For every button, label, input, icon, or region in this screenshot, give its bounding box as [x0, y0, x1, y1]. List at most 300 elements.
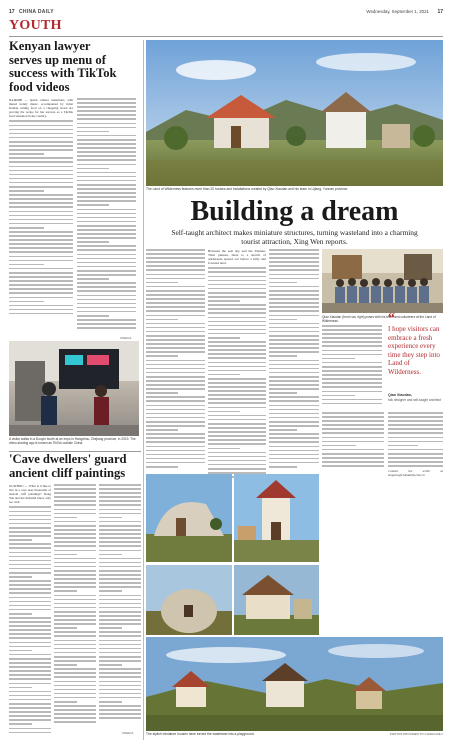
body-text-line [54, 607, 96, 609]
body-text-line [9, 515, 51, 517]
body-text-line [208, 362, 266, 364]
body-text-line [322, 465, 384, 467]
body-text-line [208, 276, 266, 278]
body-text-line [9, 133, 73, 135]
cave-article-col2 [54, 484, 96, 726]
body-text-line [269, 433, 319, 435]
body-text-line [9, 141, 73, 143]
body-text-line [208, 280, 266, 282]
body-text-line [9, 284, 73, 286]
body-text-line [269, 257, 319, 259]
body-text-line [208, 345, 266, 347]
body-text-line [9, 190, 44, 192]
body-text-line [99, 578, 141, 580]
body-text-line [54, 533, 96, 535]
bottom-photo-caption: The stylish miniature houses have turned the wasteland into a playground. [146, 732, 255, 736]
team-photo [322, 249, 443, 313]
body-text-line [146, 372, 205, 374]
body-text-line [146, 253, 205, 255]
body-text-line [208, 394, 266, 396]
body-text-line [146, 396, 205, 398]
body-text-line [54, 529, 96, 531]
body-text-line [77, 233, 136, 235]
body-text-line [99, 574, 141, 576]
body-text-line [9, 568, 51, 570]
body-text-line [9, 305, 73, 307]
body-text-line [9, 194, 73, 196]
body-text-line [208, 431, 266, 433]
body-text-line [54, 685, 96, 687]
body-text-line [146, 302, 205, 304]
body-text-line [269, 269, 319, 271]
body-text-line [146, 306, 205, 308]
body-text-line [77, 278, 109, 280]
body-text-line [208, 452, 266, 454]
body-text-line [99, 492, 141, 494]
body-text-line [9, 625, 51, 627]
body-text-line [208, 374, 240, 376]
body-text-line [9, 166, 73, 168]
body-text-line [9, 523, 51, 525]
body-text-line [99, 599, 141, 601]
body-text-line [208, 411, 240, 413]
body-text-line [9, 633, 51, 635]
body-text-line [208, 460, 266, 462]
body-text-line [322, 374, 382, 376]
body-text-line [99, 623, 141, 625]
body-text-line [322, 329, 382, 331]
body-text-line [146, 294, 205, 296]
body-text-line [77, 225, 136, 227]
body-text-line [146, 446, 205, 448]
body-text-line [99, 517, 122, 519]
body-text-line [9, 174, 73, 176]
body-text-line [99, 525, 141, 527]
section-title: YOUTH [9, 18, 62, 33]
body-text-line [9, 560, 51, 562]
body-text-line [77, 131, 109, 133]
body-text-line [9, 592, 51, 594]
body-text-line [9, 178, 73, 180]
body-text-line [146, 441, 205, 443]
body-text-line [9, 609, 51, 611]
body-text-line [9, 564, 51, 566]
body-text-line [9, 264, 44, 266]
body-text-line [269, 466, 297, 468]
body-text-line [77, 295, 136, 297]
body-text-line [9, 288, 73, 290]
body-text-line [99, 717, 141, 719]
body-text-line [99, 640, 141, 642]
body-text-line [54, 525, 96, 527]
body-text-line [146, 274, 205, 276]
body-text-line [9, 531, 51, 533]
body-text-line [146, 286, 205, 288]
cave-article-col3 [99, 484, 141, 721]
body-text-line [208, 308, 266, 310]
body-text-line [9, 313, 73, 315]
body-text-line [208, 407, 266, 409]
body-text-line [9, 170, 73, 172]
body-text-line [146, 458, 205, 460]
body-text-line [54, 599, 96, 601]
curved-house-illustration [146, 474, 232, 562]
body-text-line [54, 603, 96, 605]
body-text-line [9, 120, 73, 122]
cave-headline: 'Cave dwellers' guard ancient cliff paintings [9, 452, 127, 480]
body-text-line [269, 298, 319, 300]
body-text-line [146, 351, 205, 353]
quote-attribution-role: folk designer and self-taught architect [388, 398, 441, 402]
body-text-line [99, 521, 141, 523]
body-text-line [54, 562, 96, 564]
body-text-line [269, 335, 319, 337]
kenya-article-col2 [77, 98, 136, 331]
body-text-line [54, 595, 96, 597]
body-text-line [388, 428, 443, 430]
body-text-line [146, 257, 205, 259]
body-text-line [269, 405, 319, 407]
body-text-line [322, 333, 382, 335]
body-text-line [322, 461, 384, 463]
body-text-line [322, 457, 384, 459]
body-text-line [269, 417, 319, 419]
body-text-line [208, 448, 240, 450]
body-text-line [77, 147, 136, 149]
body-text-line [9, 695, 51, 697]
body-text-line [9, 703, 51, 705]
body-text-line [208, 353, 266, 355]
body-text-line [322, 395, 355, 397]
body-text-line [322, 325, 382, 327]
body-text-line [146, 315, 205, 317]
body-text-line [9, 511, 51, 513]
body-text-line [146, 364, 205, 366]
body-text-line [269, 413, 319, 415]
body-text-line [9, 506, 51, 508]
body-text-line [269, 319, 297, 321]
body-text-line [269, 454, 319, 456]
body-text-line [322, 345, 382, 347]
body-text-line [77, 323, 136, 325]
body-text-line [99, 697, 141, 699]
body-text-line [146, 392, 178, 394]
body-text-line [9, 691, 51, 693]
body-text-line [9, 301, 44, 303]
body-text-line [54, 590, 77, 592]
body-text-line [269, 462, 319, 464]
body-text-line [146, 368, 205, 370]
body-text-line [388, 432, 443, 434]
body-text-line [54, 709, 96, 711]
body-text-line [388, 416, 443, 418]
body-text-line [99, 570, 141, 572]
body-text-line [208, 271, 266, 273]
body-text-line [146, 355, 178, 357]
body-text-line [77, 143, 136, 145]
body-text-line [9, 157, 73, 159]
body-text-line [269, 392, 297, 394]
body-text-line [77, 135, 136, 137]
body-text-line [99, 635, 141, 637]
body-text-line [77, 258, 136, 260]
main-lead: Between the east sky and the Yunnan-Tibet plateau, there is a stretch of wilderness spread out before a hilly and forested land. [208, 249, 266, 266]
body-text-line [269, 343, 319, 345]
body-text-line [54, 717, 96, 719]
body-text-line [9, 707, 51, 709]
house-photo-1 [146, 474, 232, 562]
body-text-line [99, 631, 141, 633]
main-article-col2 [208, 249, 266, 480]
body-text-line [9, 149, 73, 151]
body-text-line [54, 558, 96, 560]
body-text-line [99, 595, 141, 597]
pull-quote-icon: “ [388, 311, 395, 326]
body-text-line [146, 347, 205, 349]
body-text-line [54, 537, 96, 539]
body-text-line [9, 597, 51, 599]
body-text-line [208, 427, 266, 429]
body-text-line [54, 652, 96, 654]
body-text-line [9, 588, 51, 590]
body-text-line [146, 409, 205, 411]
body-text-line [322, 416, 384, 418]
body-text-line [77, 290, 136, 292]
body-text-line [99, 615, 141, 617]
body-text-line [77, 106, 136, 108]
masthead-rule [9, 36, 443, 37]
body-text-line [77, 102, 136, 104]
body-text-line [146, 327, 205, 329]
cottage-house-illustration [234, 565, 319, 635]
body-text-line [388, 424, 443, 426]
body-text-line [9, 223, 73, 225]
body-text-line [77, 159, 136, 161]
body-text-line [99, 607, 141, 609]
body-text-line [77, 204, 109, 206]
body-text-line [54, 640, 96, 642]
body-text-line [322, 441, 384, 443]
body-text-line [388, 465, 443, 467]
body-text-line [9, 605, 51, 607]
body-text-line [269, 360, 319, 362]
page-number-right: 17 [437, 9, 443, 15]
body-text-line [208, 284, 266, 286]
body-text-line [9, 186, 73, 188]
body-text-line [146, 425, 205, 427]
body-text-line [208, 370, 266, 372]
body-text-line [208, 398, 266, 400]
cave-lead: GUIZHOU — What is it like to live in a cave near thousands of ancient cliff paintings? Dong Yan and her husband know only too well. [9, 484, 51, 505]
body-text-line [77, 270, 136, 272]
body-text-line [9, 145, 73, 147]
body-text-line [54, 681, 96, 683]
body-text-line [269, 351, 319, 353]
body-text-line [9, 280, 73, 282]
miniature-houses-panorama-illustration [146, 637, 443, 731]
body-text-line [146, 249, 205, 251]
house-photo-2 [234, 474, 319, 562]
body-text-line [146, 331, 205, 333]
body-text-line [322, 420, 384, 422]
body-text-line [99, 554, 122, 556]
main-article-col3 [269, 249, 319, 470]
body-text-line [77, 266, 136, 268]
body-text-line [9, 125, 73, 127]
body-text-line [9, 674, 51, 676]
body-text-line [269, 294, 319, 296]
body-text-line [9, 161, 73, 163]
body-text-line [54, 509, 96, 511]
body-text-line [77, 139, 136, 141]
body-text-line [99, 513, 141, 515]
body-text-line [9, 715, 51, 717]
body-text-line [99, 562, 141, 564]
body-text-line [9, 658, 51, 660]
body-text-line [208, 317, 266, 319]
body-text-line [99, 664, 122, 666]
china-daily-logo: CHINA DAILY [19, 9, 54, 15]
body-text-line [99, 676, 141, 678]
body-text-line [146, 376, 205, 378]
body-text-line [77, 172, 136, 174]
column-divider [143, 40, 144, 740]
body-text-line [99, 558, 141, 560]
body-text-line [54, 500, 96, 502]
body-text-line [388, 420, 443, 422]
body-text-line [322, 412, 384, 414]
body-text-line [9, 219, 73, 221]
body-text-line [208, 386, 266, 388]
body-text-line [77, 155, 136, 157]
body-text-line [9, 576, 32, 578]
body-text-line [54, 623, 96, 625]
bottom-wide-photo [146, 637, 443, 731]
body-text-line [269, 384, 319, 386]
body-text-line [9, 728, 51, 730]
body-text-line [77, 237, 136, 239]
body-text-line [77, 241, 109, 243]
body-text-line [322, 399, 382, 401]
body-text-line [99, 619, 141, 621]
douyin-booth-photo [9, 341, 139, 436]
body-text-line [146, 384, 205, 386]
page-number: 17 [9, 9, 15, 15]
body-text-line [99, 509, 141, 511]
body-text-line [9, 272, 73, 274]
body-text-line [99, 496, 141, 498]
body-text-line [9, 182, 73, 184]
body-text-line [54, 570, 96, 572]
body-text-line [54, 648, 96, 650]
body-text-line [388, 437, 443, 439]
body-text-line [54, 554, 77, 556]
body-text-line [9, 276, 73, 278]
body-text-line [9, 572, 51, 574]
body-text-line [9, 650, 32, 652]
body-text-line [146, 437, 205, 439]
main-article-col5 [388, 412, 443, 478]
body-text-line [146, 413, 205, 415]
body-text-line [77, 196, 136, 198]
body-text-line [77, 118, 136, 120]
body-text-line [99, 500, 141, 502]
body-text-line [77, 286, 136, 288]
body-text-line [388, 441, 443, 443]
body-text-line [99, 681, 141, 683]
body-text-line [77, 319, 136, 321]
body-text-line [54, 660, 96, 662]
body-text-line [9, 527, 51, 529]
body-text-line [269, 302, 319, 304]
body-text-line [54, 492, 96, 494]
body-text-line [9, 129, 73, 131]
douyin-booth-illustration [9, 341, 139, 436]
body-text-line [99, 529, 141, 531]
masthead [9, 8, 443, 18]
body-text-line [9, 292, 73, 294]
body-text-line [77, 282, 136, 284]
body-text-line [77, 262, 136, 264]
body-text-line [54, 513, 96, 515]
body-text-line [146, 282, 178, 284]
body-text-line [208, 419, 266, 421]
wilderness-landscape-illustration [146, 40, 443, 186]
body-text-line [54, 635, 96, 637]
body-text-line [269, 446, 319, 448]
body-text-line [9, 206, 73, 208]
body-text-line [146, 323, 205, 325]
body-text-line [77, 245, 136, 247]
body-text-line [9, 268, 73, 270]
body-text-line [322, 386, 382, 388]
body-text-line [9, 260, 73, 262]
body-text-line [77, 213, 136, 215]
body-text-line [9, 662, 51, 664]
body-text-line [99, 537, 141, 539]
body-text-line [54, 701, 77, 703]
body-text-line [77, 110, 136, 112]
body-text-line [9, 646, 51, 648]
body-text-line [9, 231, 73, 233]
body-text-line [322, 449, 384, 451]
body-text-line [322, 391, 382, 393]
body-text-line [54, 721, 96, 723]
body-text-line [9, 215, 73, 217]
body-text-line [269, 339, 319, 341]
body-text-line [9, 723, 32, 725]
body-text-line [9, 243, 73, 245]
body-text-line [54, 488, 96, 490]
body-text-line [322, 341, 382, 343]
body-text-line [9, 687, 32, 689]
body-text-line [99, 701, 122, 703]
body-text-line [77, 164, 136, 166]
body-text-line [269, 409, 319, 411]
body-text-line [77, 200, 136, 202]
body-text-line [99, 705, 141, 707]
body-text-line [146, 405, 205, 407]
body-text-line [9, 198, 73, 200]
body-text-line [99, 541, 141, 543]
body-text-line [77, 176, 136, 178]
cave-source: XINHUA [122, 731, 134, 735]
body-text-line [146, 298, 205, 300]
body-text-line [208, 415, 266, 417]
body-text-line [208, 292, 266, 294]
body-text-line [269, 441, 319, 443]
body-text-line [9, 654, 51, 656]
